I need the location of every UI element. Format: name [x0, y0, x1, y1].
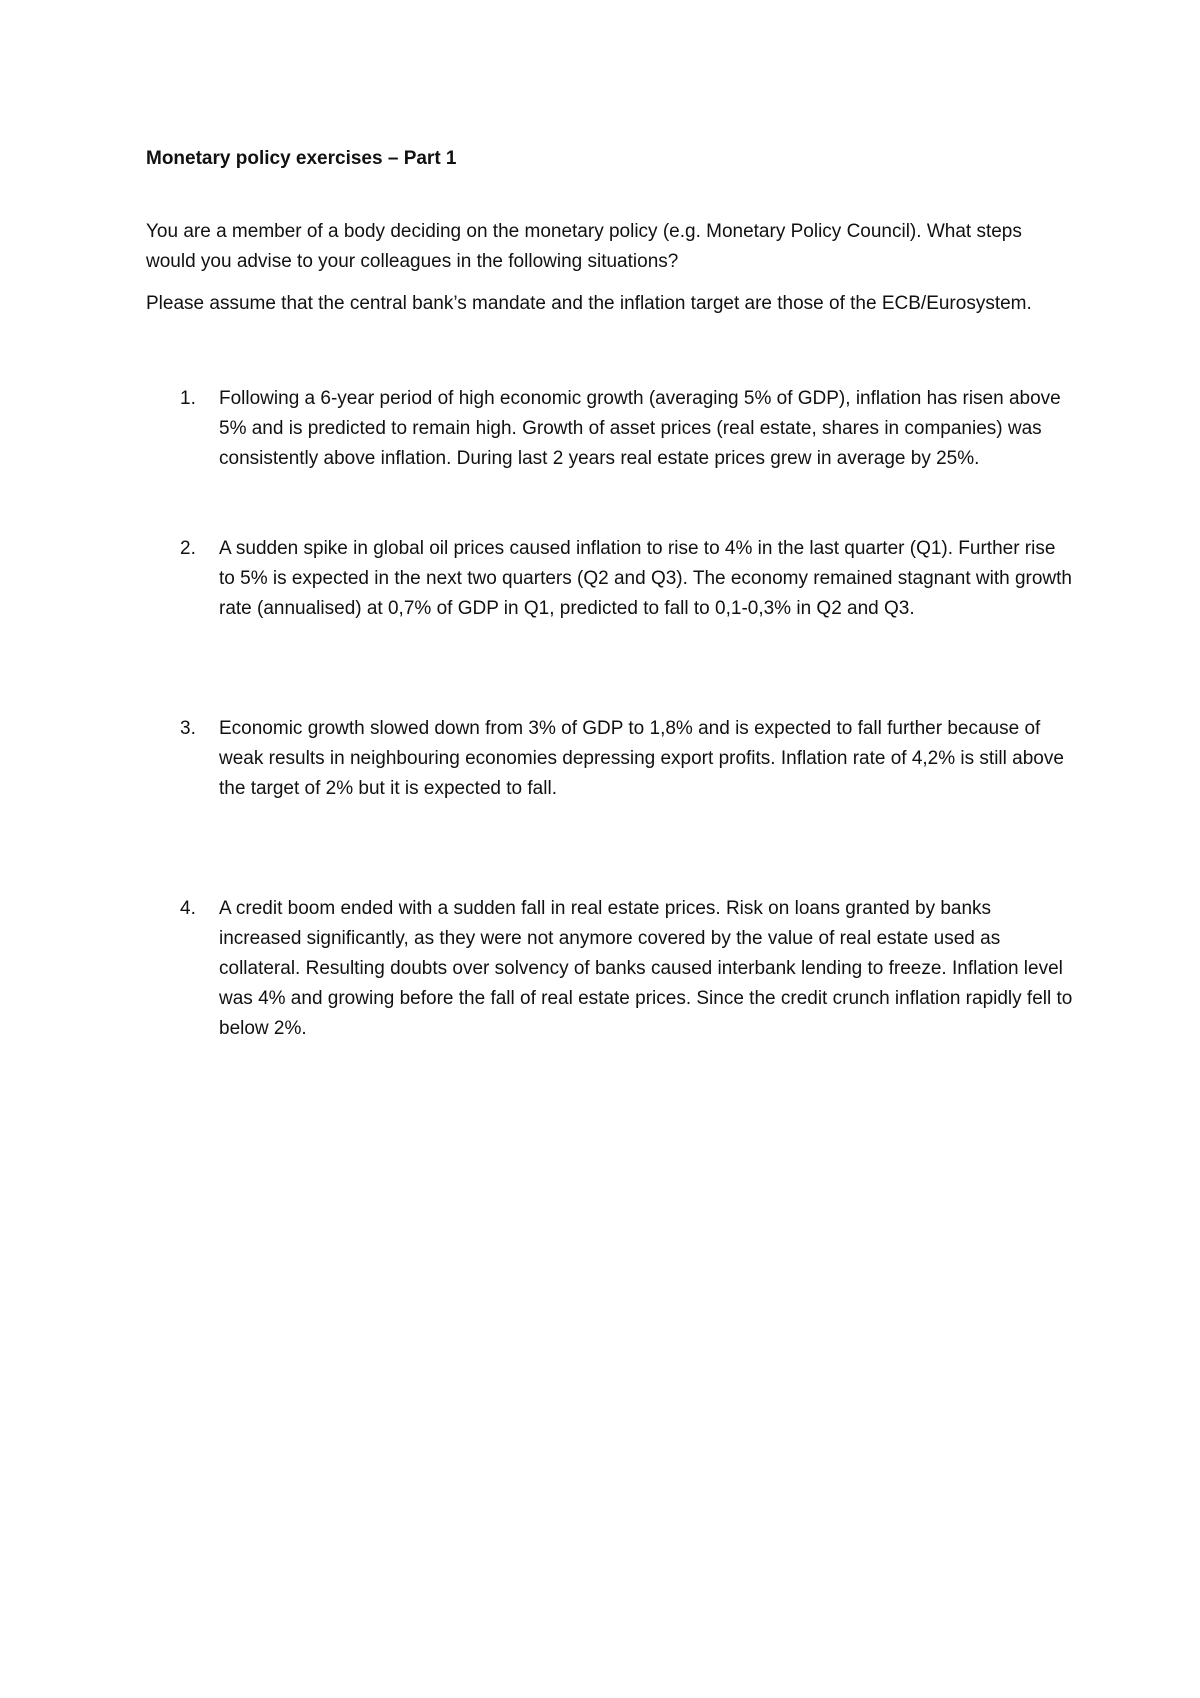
- task-text: Following a 6-year period of high economic growth (averaging 5% of GDP), inflation has risen above 5% and is predicted to remain high. Growth of asset prices (real estate, shares in companies) was consistently above inflation. During last 2 years real estate prices grew in average by 25%.: [219, 388, 1061, 469]
- task-list: [146, 384, 1076, 1044]
- task-number: 2.: [180, 538, 196, 559]
- task-text: A credit boom ended with a sudden fall in real estate prices. Risk on loans granted by banks increased significantly, as they were not anymore covered by the value of real estate used as collateral. Resulting doubts over solvency of banks caused interbank lending to freeze. Inflation level was 4% and growing before the fall of real estate prices. Since the credit crunch inflation rapidly fell to below 2%.: [219, 898, 1073, 1039]
- task-text: Economic growth slowed down from 3% of GDP to 1,8% and is expected to fall further because of weak results in neighbouring economies depressing export profits. Inflation rate of 4,2% is still above the target of 2% but it is expected to fall.: [219, 718, 1064, 799]
- task-item: [146, 894, 1076, 1044]
- task-item: [146, 714, 1076, 804]
- intro-paragraph: You are a member of a body deciding on the monetary policy (e.g. Monetary Policy Council). What steps would you advise to your colleagues in the following situations?: [146, 221, 1022, 272]
- task-number: 4.: [180, 898, 196, 919]
- task-item: [146, 384, 1076, 474]
- task-text: A sudden spike in global oil prices caused inflation to rise to 4% in the last quarter (Q1). Further rise to 5% is expected in the next two quarters (Q2 and Q3). The economy remained stagnant with growth rate (annualised) at 0,7% of GDP in Q1, predicted to fall to 0,1-0,3% in Q2 and Q3.: [219, 538, 1072, 619]
- intro-section: [146, 217, 1076, 319]
- task-number: 1.: [180, 388, 196, 409]
- intro-paragraph: Please assume that the central bank’s mandate and the inflation target are those of the ECB/Eurosystem.: [146, 293, 1032, 314]
- document-content: [146, 144, 1076, 1044]
- task-number: 3.: [180, 718, 196, 739]
- task-item: [146, 534, 1076, 624]
- document-title: Monetary policy exercises – Part 1: [146, 148, 457, 169]
